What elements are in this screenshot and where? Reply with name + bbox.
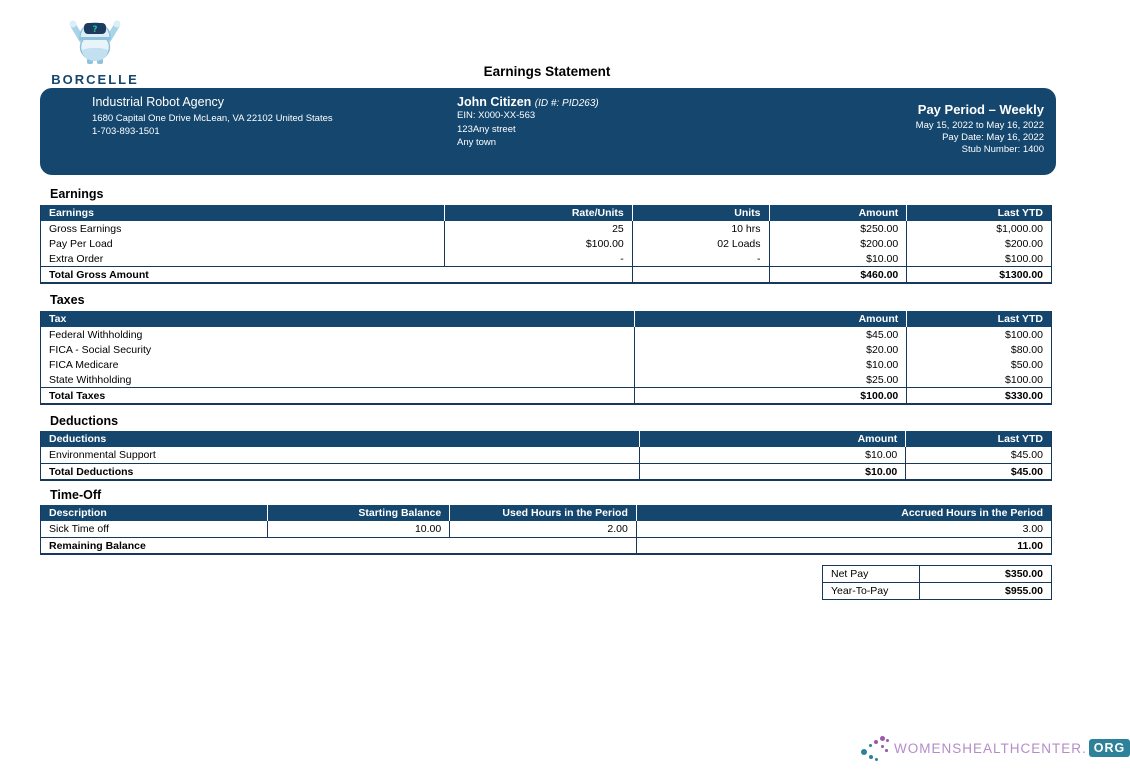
year-to-pay-row [823, 583, 1051, 599]
table-row [41, 236, 1051, 251]
deductions-total-label: Total Deductions [41, 463, 640, 479]
pay-period-title: Pay Period – Weekly [917, 102, 1044, 117]
table-row [41, 327, 1051, 342]
remaining-balance-row [41, 537, 1051, 553]
amount-col-header: Amount [635, 311, 907, 327]
deductions-total-row [41, 463, 1051, 479]
employee-name [457, 95, 599, 109]
stub-number: Stub Number: 1400 [961, 144, 1044, 155]
rate-units-col-header: Rate/Units [445, 205, 633, 221]
year-to-pay-value: $955.00 [1005, 585, 1043, 597]
amount-col-header: Amount [640, 431, 906, 447]
page-title: Earnings Statement [483, 64, 611, 79]
footer-org-badge: ORG [1089, 739, 1130, 757]
tax-amount: $20.00 [635, 342, 907, 357]
earning-rate: $100.00 [445, 236, 633, 251]
net-pay-label: Net Pay [823, 566, 920, 582]
amount-col-header: Amount [770, 205, 908, 221]
pay-period-info [916, 102, 1044, 156]
table-row [41, 447, 1051, 463]
net-pay-value: $350.00 [1005, 568, 1043, 580]
time-off-label: Sick Time off [41, 521, 268, 537]
company-logo [50, 10, 140, 95]
brand-name: BORCELLE [51, 72, 139, 87]
earning-amount: $10.00 [770, 251, 908, 266]
table-row [41, 221, 1051, 236]
last-ytd-col-header: Last YTD [906, 431, 1051, 447]
tax-label: Federal Withholding [41, 327, 635, 342]
empty-cell [633, 266, 770, 282]
dots-arc-icon [860, 733, 890, 763]
taxes-total-row [41, 387, 1051, 403]
time-off-used: 2.00 [450, 521, 637, 537]
taxes-header-row [41, 311, 1051, 327]
net-pay-row [823, 566, 1051, 583]
earnings-col-header: Earnings [41, 205, 445, 221]
pay-date: Pay Date: May 16, 2022 [942, 132, 1044, 143]
deductions-total-amount: $10.00 [640, 463, 906, 479]
earning-units: - [633, 251, 770, 266]
earning-units: 02 Loads [633, 236, 770, 251]
earnings-table [40, 205, 1052, 284]
pay-period-range: May 15, 2022 to May 16, 2022 [915, 120, 1044, 131]
earning-label: Pay Per Load [41, 236, 445, 251]
employee-town: Any town [457, 137, 497, 148]
tax-last-ytd: $100.00 [1005, 373, 1043, 386]
deductions-total-last-ytd: $45.00 [906, 463, 1051, 479]
earnings-section-title: Earnings [50, 187, 104, 201]
earnings-total-row [41, 266, 1051, 282]
remaining-balance-value: 11.00 [637, 537, 1051, 553]
earning-amount: $200.00 [770, 236, 908, 251]
tax-label: State Withholding [41, 372, 635, 387]
tax-last-ytd: $100.00 [1005, 328, 1043, 341]
earning-last-ytd: $1,000.00 [996, 222, 1043, 235]
taxes-total-last-ytd: $330.00 [907, 387, 1051, 403]
tax-amount: $25.00 [635, 372, 907, 387]
time-off-header-row [41, 505, 1051, 521]
time-off-section-title: Time-Off [50, 488, 102, 502]
tax-label: FICA - Social Security [41, 342, 635, 357]
accrued-hours-col-header: Accrued Hours in the Period [637, 505, 1051, 521]
taxes-section-title: Taxes [50, 293, 85, 307]
year-to-pay-label: Year-To-Pay [823, 583, 920, 599]
company-phone: 1-703-893-1501 [92, 126, 160, 137]
deduction-last-ytd: $45.00 [1010, 449, 1043, 461]
earnings-header-row [41, 205, 1051, 221]
table-row [41, 342, 1051, 357]
employee-name-text: John Citizen [457, 95, 532, 109]
employee-id: (ID #: PID263) [534, 98, 599, 109]
earnings-total-label: Total Gross Amount [41, 266, 633, 282]
svg-text:?: ? [92, 25, 98, 35]
time-off-starting: 10.00 [268, 521, 451, 537]
description-col-header: Description [41, 505, 268, 521]
earnings-total-last-ytd: $1300.00 [907, 266, 1051, 282]
header-band [40, 88, 1056, 175]
earnings-total-amount: $460.00 [770, 266, 908, 282]
earning-label: Gross Earnings [41, 221, 445, 236]
earning-last-ytd: $200.00 [1005, 237, 1043, 250]
earning-amount: $250.00 [770, 221, 908, 236]
robot-logo-icon [65, 10, 125, 66]
tax-col-header: Tax [41, 311, 635, 327]
earning-last-ytd: $100.00 [1005, 252, 1043, 265]
employee-ein: EIN: X000-XX-563 [457, 110, 536, 121]
pay-summary-box [822, 565, 1052, 600]
tax-last-ytd: $80.00 [1010, 343, 1043, 356]
earning-label: Extra Order [41, 251, 445, 266]
remaining-balance-label: Remaining Balance [41, 537, 637, 553]
deductions-col-header: Deductions [41, 431, 640, 447]
tax-amount: $10.00 [635, 357, 907, 372]
taxes-total-amount: $100.00 [635, 387, 907, 403]
table-row [41, 372, 1051, 387]
starting-balance-col-header: Starting Balance [268, 505, 451, 521]
company-address: 1680 Capital One Drive McLean, VA 22102 United States [92, 113, 333, 124]
taxes-total-label: Total Taxes [41, 387, 635, 403]
employee-street: 123Any street [457, 123, 516, 135]
footer-logo [860, 733, 1130, 763]
deductions-header-row [41, 431, 1051, 447]
footer-brand-text: WOMENSHEALTHCENTER. [894, 740, 1087, 756]
employee-info [457, 95, 599, 150]
earning-units: 10 hrs [633, 221, 770, 236]
deduction-amount: $10.00 [640, 447, 906, 463]
deductions-section-title: Deductions [50, 414, 119, 428]
last-ytd-col-header: Last YTD [907, 205, 1051, 221]
units-col-header: Units [633, 205, 770, 221]
used-hours-col-header: Used Hours in the Period [450, 505, 637, 521]
time-off-accrued: 3.00 [1022, 523, 1044, 535]
table-row [41, 357, 1051, 372]
deduction-label: Environmental Support [41, 447, 640, 463]
table-row [41, 521, 1051, 537]
company-info [92, 95, 333, 138]
earning-rate: 25 [445, 221, 633, 236]
tax-label: FICA Medicare [41, 357, 635, 372]
company-name: Industrial Robot Agency [92, 95, 225, 109]
last-ytd-col-header: Last YTD [907, 311, 1051, 327]
time-off-table [40, 505, 1052, 555]
tax-last-ytd: $50.00 [1010, 358, 1043, 371]
tax-amount: $45.00 [635, 327, 907, 342]
table-row [41, 251, 1051, 266]
taxes-table [40, 311, 1052, 405]
earning-rate: - [445, 251, 633, 266]
deductions-table [40, 431, 1052, 481]
